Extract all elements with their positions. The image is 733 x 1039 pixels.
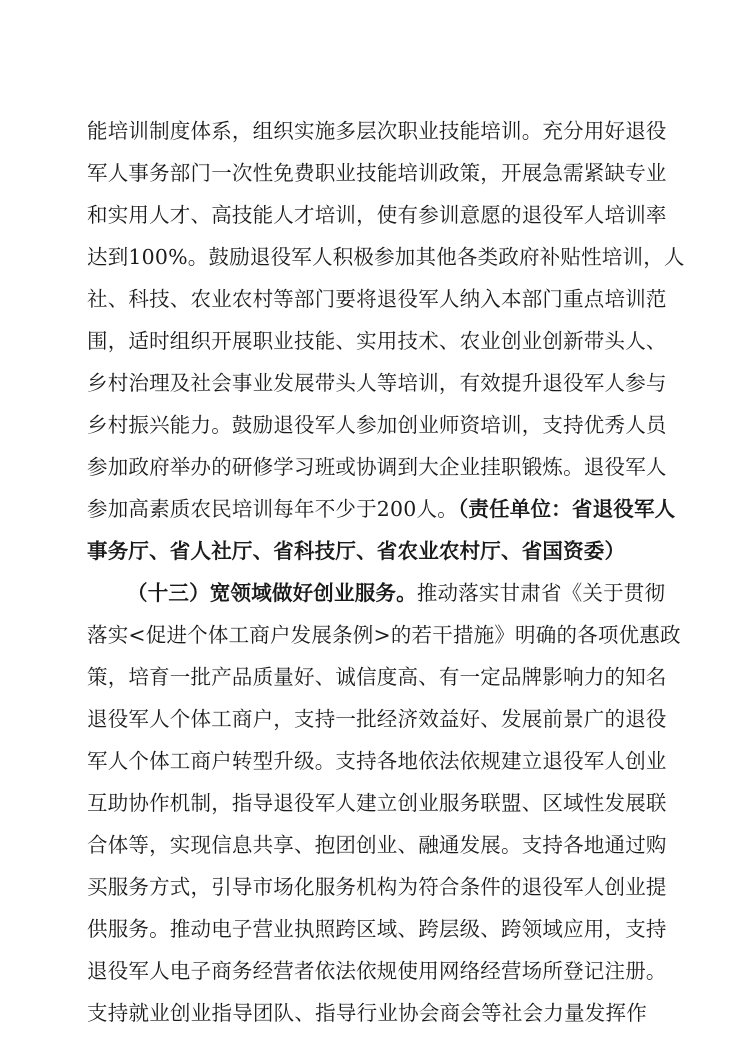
text-span: 推动落实甘肃省《关于贯彻 <box>416 581 666 605</box>
responsible-units: 事务厅、省人社厅、省科技厅、省农业农村厅、省国资委） <box>87 539 626 563</box>
responsible-units-label: （责任单位：省退役军人 <box>457 497 676 521</box>
text-line: 和实用人才、高技能人才培训，使有参训意愿的退役军人培训率 <box>87 203 667 227</box>
text-line: 支持就业创业指导团队、指导行业协会商会等社会力量发挥作 <box>87 1001 647 1025</box>
text-line: 互助协作机制，指导退役军人建立创业服务联盟、区域性发展联 <box>87 791 667 815</box>
text-line: 合体等，实现信息共享、抱团创业、融通发展。支持各地通过购 <box>87 833 667 857</box>
text-line: 达到100%。鼓励退役军人积极参加其他各类政府补贴性培训，人 <box>87 245 685 269</box>
text-line: 策，培育一批产品质量好、诚信度高、有一定品牌影响力的知名 <box>87 665 667 689</box>
text-span: 参加高素质农民培训每年不少于200人。 <box>87 497 458 521</box>
text-line: 能培训制度体系，组织实施多层次职业技能培训。充分用好退役 <box>87 119 667 143</box>
text-line: 落实<促进个体工商户发展条例>的若干措施》明确的各项优惠政 <box>87 623 681 647</box>
text-line: 买服务方式，引导市场化服务机构为符合条件的退役军人创业提 <box>87 875 667 899</box>
text-line: 社、科技、农业农村等部门要将退役军人纳入本部门重点培训范 <box>87 287 667 311</box>
text-line: 供服务。推动电子营业执照跨区域、跨层级、跨领域应用，支持 <box>87 917 667 941</box>
text-line <box>127 579 666 607</box>
text-line: 退役军人电子商务经营者依法依规使用网络经营场所登记注册。 <box>87 959 667 983</box>
text-line: 军人事务部门一次性免费职业技能培训政策，开展急需紧缺专业 <box>87 161 667 185</box>
text-line: 参加政府举办的研修学习班或协调到大企业挂职锻炼。退役军人 <box>87 455 667 479</box>
text-line: 乡村振兴能力。鼓励退役军人参加创业师资培训，支持优秀人员 <box>87 413 667 437</box>
text-line <box>87 495 676 523</box>
section-heading: （十三）宽领域做好创业服务。 <box>127 581 417 605</box>
text-line: 乡村治理及社会事业发展带头人等培训，有效提升退役军人参与 <box>87 371 667 395</box>
text-line: 围，适时组织开展职业技能、实用技术、农业创业创新带头人、 <box>87 329 667 353</box>
text-line: 军人个体工商户转型升级。支持各地依法依规建立退役军人创业 <box>87 749 667 773</box>
text-line: 退役军人个体工商户，支持一批经济效益好、发展前景广的退役 <box>87 707 667 731</box>
